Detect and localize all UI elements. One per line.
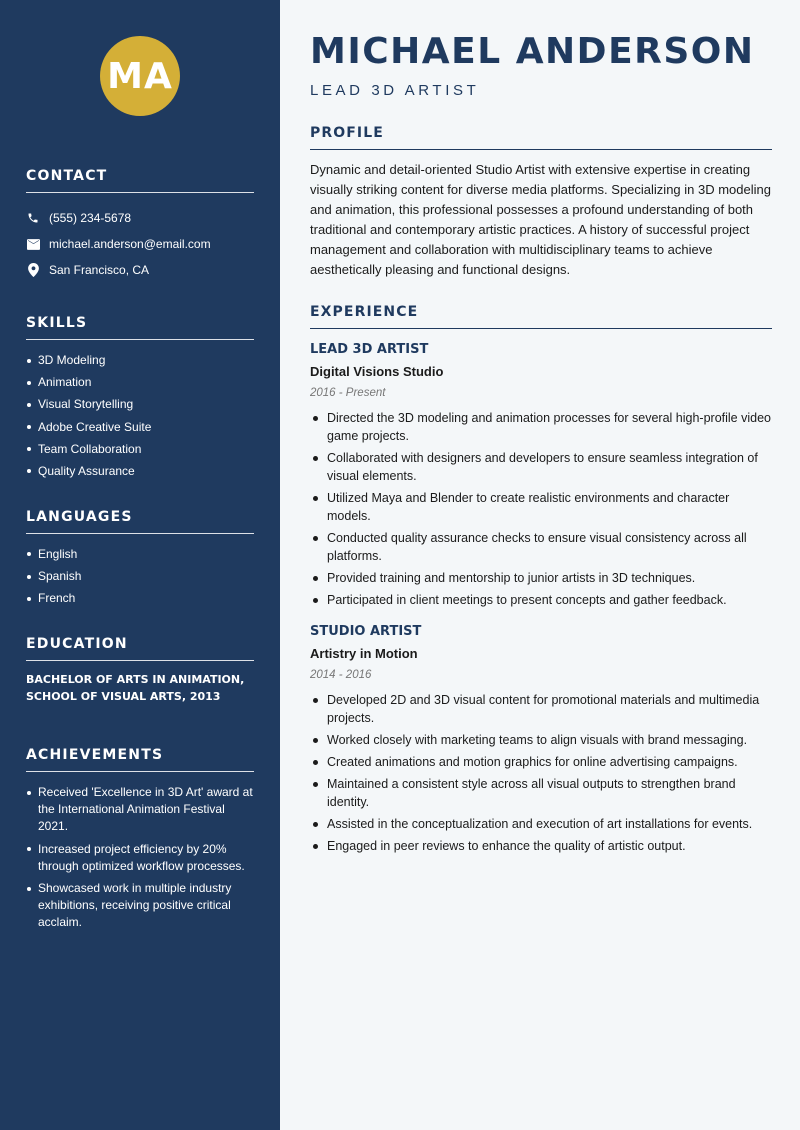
- skill-item: 3D Modeling: [26, 352, 254, 368]
- contact-location: [26, 257, 254, 283]
- skill-item: Visual Storytelling: [26, 396, 254, 412]
- job-bullet: Maintained a consistent style across all visual outputs to strengthen brand identity.: [310, 775, 772, 811]
- job-dates: 2016 - Present: [310, 387, 386, 399]
- skill-item: Adobe Creative Suite: [26, 419, 254, 435]
- job-bullet: Conducted quality assurance checks to ensure visual consistency across all platforms.: [310, 529, 772, 565]
- candidate-name: MICHAEL ANDERSON: [310, 31, 755, 72]
- languages-heading: LANGUAGES: [26, 509, 254, 534]
- education-heading: EDUCATION: [26, 636, 254, 661]
- experience-heading: EXPERIENCE: [310, 304, 772, 329]
- languages-section: [26, 509, 254, 606]
- skills-section: [26, 315, 254, 479]
- contact-section: [26, 168, 254, 283]
- achievement-item: Showcased work in multiple industry exhibitions, receiving positive critical acclaim.: [26, 880, 254, 931]
- job-company: Digital Visions Studio: [310, 364, 444, 379]
- job-title: LEAD 3D ARTIST: [310, 82, 480, 99]
- job-bullet: Worked closely with marketing teams to align visuals with brand messaging.: [310, 731, 772, 749]
- main-content: [310, 30, 772, 859]
- contact-heading: CONTACT: [26, 168, 254, 193]
- job-bullets: [310, 409, 772, 609]
- skill-item: Quality Assurance: [26, 463, 254, 479]
- contact-email: [26, 231, 254, 257]
- education-section: [26, 636, 254, 705]
- phone-icon: [26, 211, 40, 225]
- job-bullet: Utilized Maya and Blender to create realistic environments and character models.: [310, 489, 772, 525]
- location-text: San Francisco, CA: [49, 263, 150, 277]
- language-item: French: [26, 590, 254, 606]
- job-bullet: Participated in client meetings to present concepts and gather feedback.: [310, 591, 772, 609]
- job-bullet: Developed 2D and 3D visual content for promotional materials and multimedia projects.: [310, 691, 772, 727]
- experience-section: [310, 304, 772, 855]
- skill-item: Team Collaboration: [26, 441, 254, 457]
- job-bullet: Assisted in the conceptualization and execution of art installations for events.: [310, 815, 772, 833]
- envelope-icon: [26, 237, 40, 251]
- profile-heading: PROFILE: [310, 125, 772, 150]
- job-entry: [310, 623, 772, 855]
- avatar: MA: [100, 36, 180, 116]
- job-role: STUDIO ARTIST: [310, 624, 422, 639]
- job-dates: 2014 - 2016: [310, 669, 372, 681]
- contact-list: [26, 205, 254, 283]
- language-item: Spanish: [26, 568, 254, 584]
- education-degree: BACHELOR OF ARTS IN ANIMATION, SCHOOL OF VISUAL ARTS, 2013: [26, 673, 245, 703]
- phone-text: (555) 234-5678: [49, 211, 132, 225]
- skill-item: Animation: [26, 374, 254, 390]
- profile-text: Dynamic and detail-oriented Studio Artist with extensive expertise in creating visually striking content for diverse media platforms. Specializing in 3D modeling and animation, this professional possesses a profound understanding of both traditional and contemporary artistic practices. A history of successful project management and collaboration with multidisciplinary teams to achieve aesthetically pleasing and functional designs.: [310, 162, 771, 277]
- job-role: LEAD 3D ARTIST: [310, 342, 429, 357]
- languages-list: [26, 546, 254, 606]
- job-bullet: Directed the 3D modeling and animation processes for several high-profile video game projects.: [310, 409, 772, 445]
- contact-phone: [26, 205, 254, 231]
- achievement-item: Increased project efficiency by 20% through optimized workflow processes.: [26, 841, 254, 875]
- sidebar: [0, 0, 280, 1130]
- achievement-item: Received 'Excellence in 3D Art' award at the International Animation Festival 2021.: [26, 784, 254, 835]
- job-bullet: Engaged in peer reviews to enhance the quality of artistic output.: [310, 837, 772, 855]
- achievements-list: [26, 784, 254, 931]
- job-bullets: [310, 691, 772, 855]
- profile-section: [310, 125, 772, 280]
- job-bullet: Collaborated with designers and developers to ensure seamless integration of visual elements.: [310, 449, 772, 485]
- skills-list: [26, 352, 254, 479]
- job-bullet: Created animations and motion graphics for online advertising campaigns.: [310, 753, 772, 771]
- language-item: English: [26, 546, 254, 562]
- skills-heading: SKILLS: [26, 315, 254, 340]
- job-bullet: Provided training and mentorship to junior artists in 3D techniques.: [310, 569, 772, 587]
- achievements-section: [26, 747, 254, 931]
- achievements-heading: ACHIEVEMENTS: [26, 747, 254, 772]
- job-entry: [310, 341, 772, 609]
- job-company: Artistry in Motion: [310, 646, 418, 661]
- email-text: michael.anderson@email.com: [49, 237, 211, 251]
- map-pin-icon: [26, 263, 40, 277]
